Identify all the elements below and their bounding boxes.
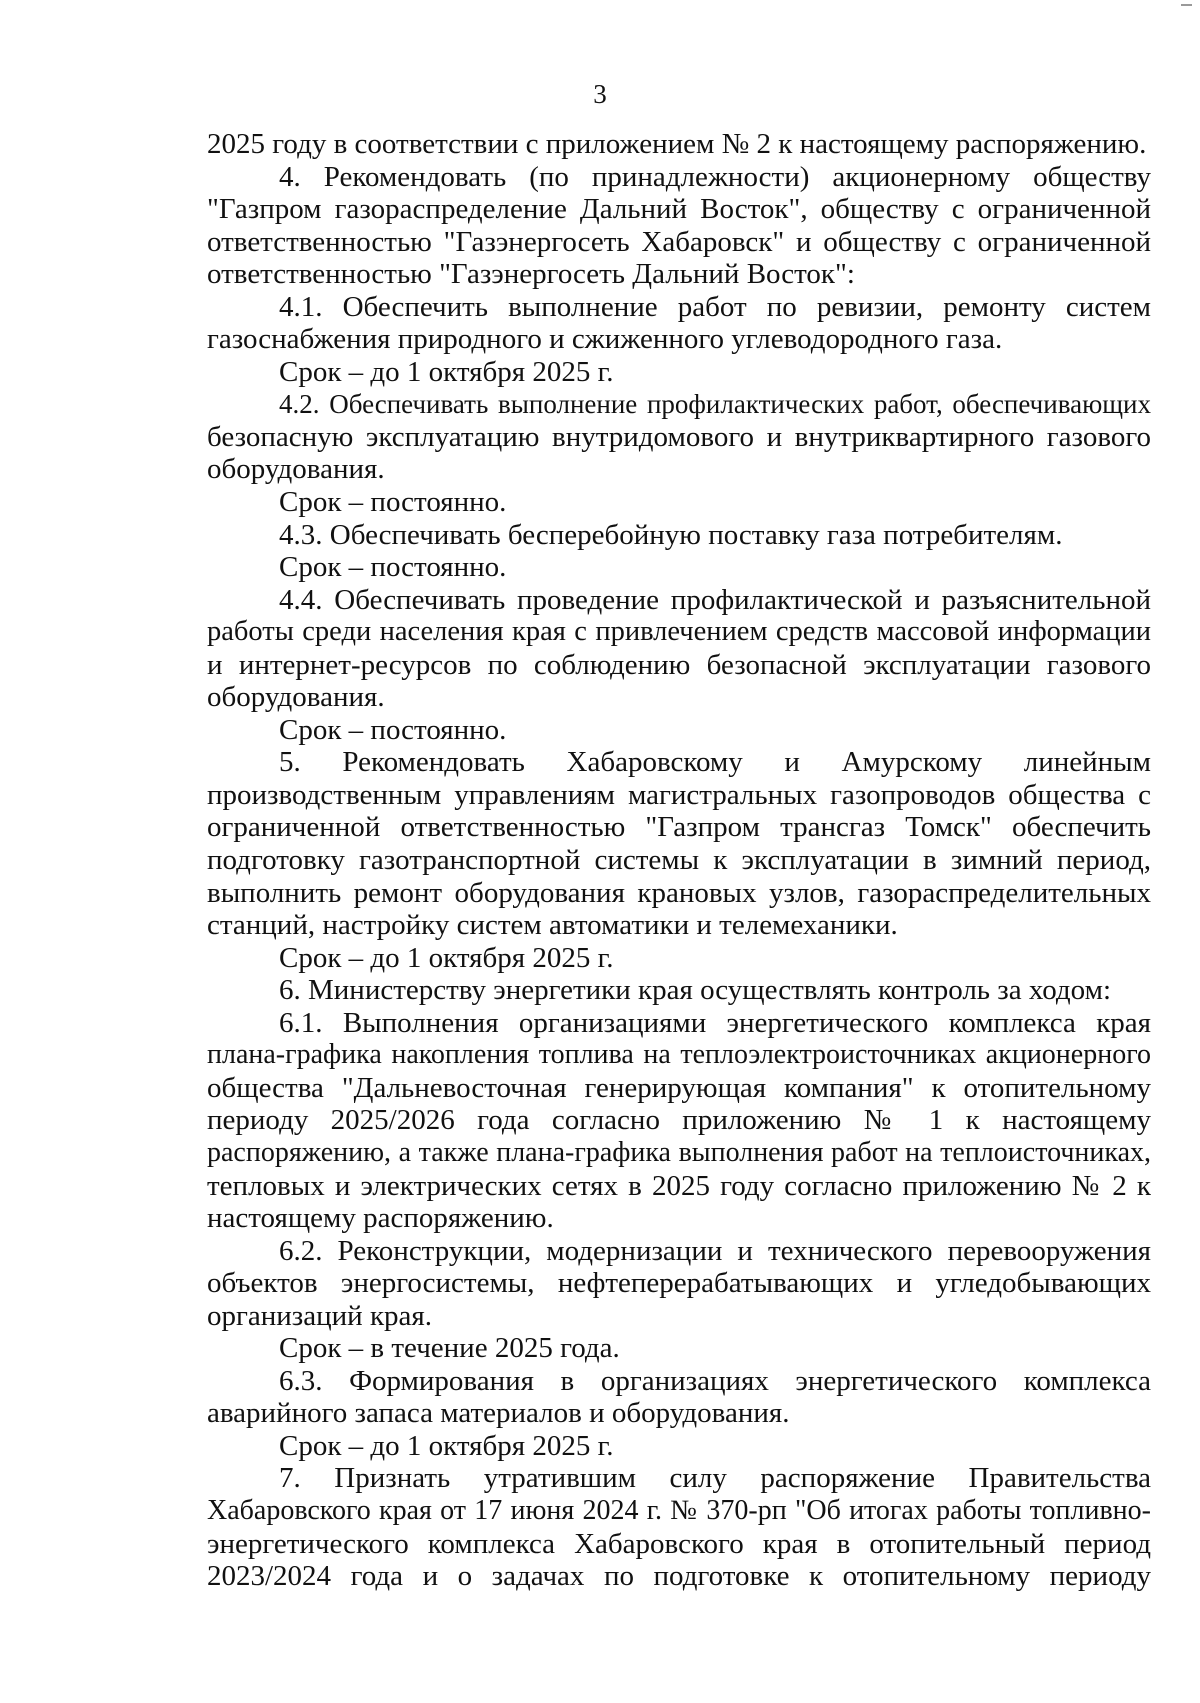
text-line: 4.1. Обеспечить выполнение работ по ревизии, ремонту систем [279,290,1151,323]
scan-mark [1181,4,1192,6]
text-line: безопасную эксплуатацию внутридомового и внутриквартирного газового [207,420,1151,453]
text-line: 4.4. Обеспечивать проведение профилактической и разъяснительной [279,583,1151,616]
text-line: энергетического комплекса Хабаровского края в отопительный период [207,1527,1151,1560]
text-line: Хабаровского края от 17 июня 2024 г. № 370-рп "Об итогах работы топливно- [207,1494,1151,1526]
text-line: 4. Рекомендовать (по принадлежности) акционерному обществу [279,160,1151,193]
text-line: периоду 2025/2026 года согласно приложению № 1 к настоящему [207,1104,1151,1137]
text-line: станций, настройку систем автоматики и телемеханики. [207,909,898,942]
text-line: 7. Признать утратившим силу распоряжение Правительства [279,1462,1151,1495]
text-line: 6.3. Формирования в организациях энергетического комплекса [279,1364,1151,1397]
document-body [207,128,1151,1593]
page-number: 3 [593,79,607,109]
text-line: производственным управлениям магистральных газопроводов общества с [207,778,1151,811]
text-line: Срок – постоянно. [279,486,507,519]
text-line: 6.2. Реконструкции, модернизации и технического перевооружения [279,1234,1151,1267]
text-line: 2025 году в соответствии с приложением № 2 к настоящему распоряжению. [207,128,1147,160]
text-line: работы среди населения края с привлечением средств массовой информации [207,616,1151,648]
text-line: общества "Дальневосточная генерирующая компания" к отопительному [207,1071,1151,1104]
text-line: оборудования. [207,453,385,486]
text-line: Срок – до 1 октября 2025 г. [279,941,614,974]
text-line: Срок – постоянно. [279,713,507,746]
text-line: Срок – до 1 октября 2025 г. [279,1429,614,1462]
text-line: "Газпром газораспределение Дальний Восток", обществу с ограниченной [207,193,1151,226]
text-line: 4.3. Обеспечивать бесперебойную поставку газа потребителям. [279,518,1063,551]
text-line: 4.2. Обеспечивать выполнение профилактических работ, обеспечивающих [279,389,1151,420]
text-line: настоящему распоряжению. [207,1202,554,1235]
text-line: Срок – в течение 2025 года. [279,1332,620,1365]
text-line: газоснабжения природного и сжиженного углеводородного газа. [207,323,1003,356]
text-line: плана-графика накопления топлива на теплоэлектроисточниках акционерного [207,1039,1151,1071]
text-line: 6.1. Выполнения организациями энергетического комплекса края [279,1006,1151,1039]
text-line: подготовку газотранспортной системы к эксплуатации в зимний период, [207,844,1151,877]
text-line: объектов энергосистемы, нефтеперерабатывающих и угледобывающих [207,1267,1151,1300]
text-line: организаций края. [207,1299,432,1332]
text-line: ответственностью "Газэнергосеть Хабаровск" и обществу с ограниченной [207,225,1151,258]
text-line: распоряжению, а также плана-графика выполнения работ на теплоисточниках, [207,1136,1151,1168]
text-line: аварийного запаса материалов и оборудования. [207,1397,790,1430]
text-line: 5. Рекомендовать Хабаровскому и Амурскому линейным [279,746,1151,779]
text-line: 6. Министерству энергетики края осуществлять контроль за ходом: [279,974,1112,1007]
text-line: Срок – до 1 октября 2025 г. [279,355,614,388]
text-line: оборудования. [207,681,385,714]
text-line: и интернет-ресурсов по соблюдению безопасной эксплуатации газового [207,648,1151,681]
text-line: Срок – постоянно. [279,551,507,584]
text-line: ограниченной ответственностью "Газпром трансгаз Томск" обеспечить [207,811,1151,844]
text-line: ответственностью "Газэнергосеть Дальний Восток": [207,258,855,291]
text-line: выполнить ремонт оборудования крановых узлов, газораспределительных [207,876,1151,909]
text-line: тепловых и электрических сетях в 2025 году согласно приложению № 2 к [207,1169,1151,1202]
text-line: 2023/2024 года и о задачах по подготовке к отопительному периоду [207,1560,1151,1593]
